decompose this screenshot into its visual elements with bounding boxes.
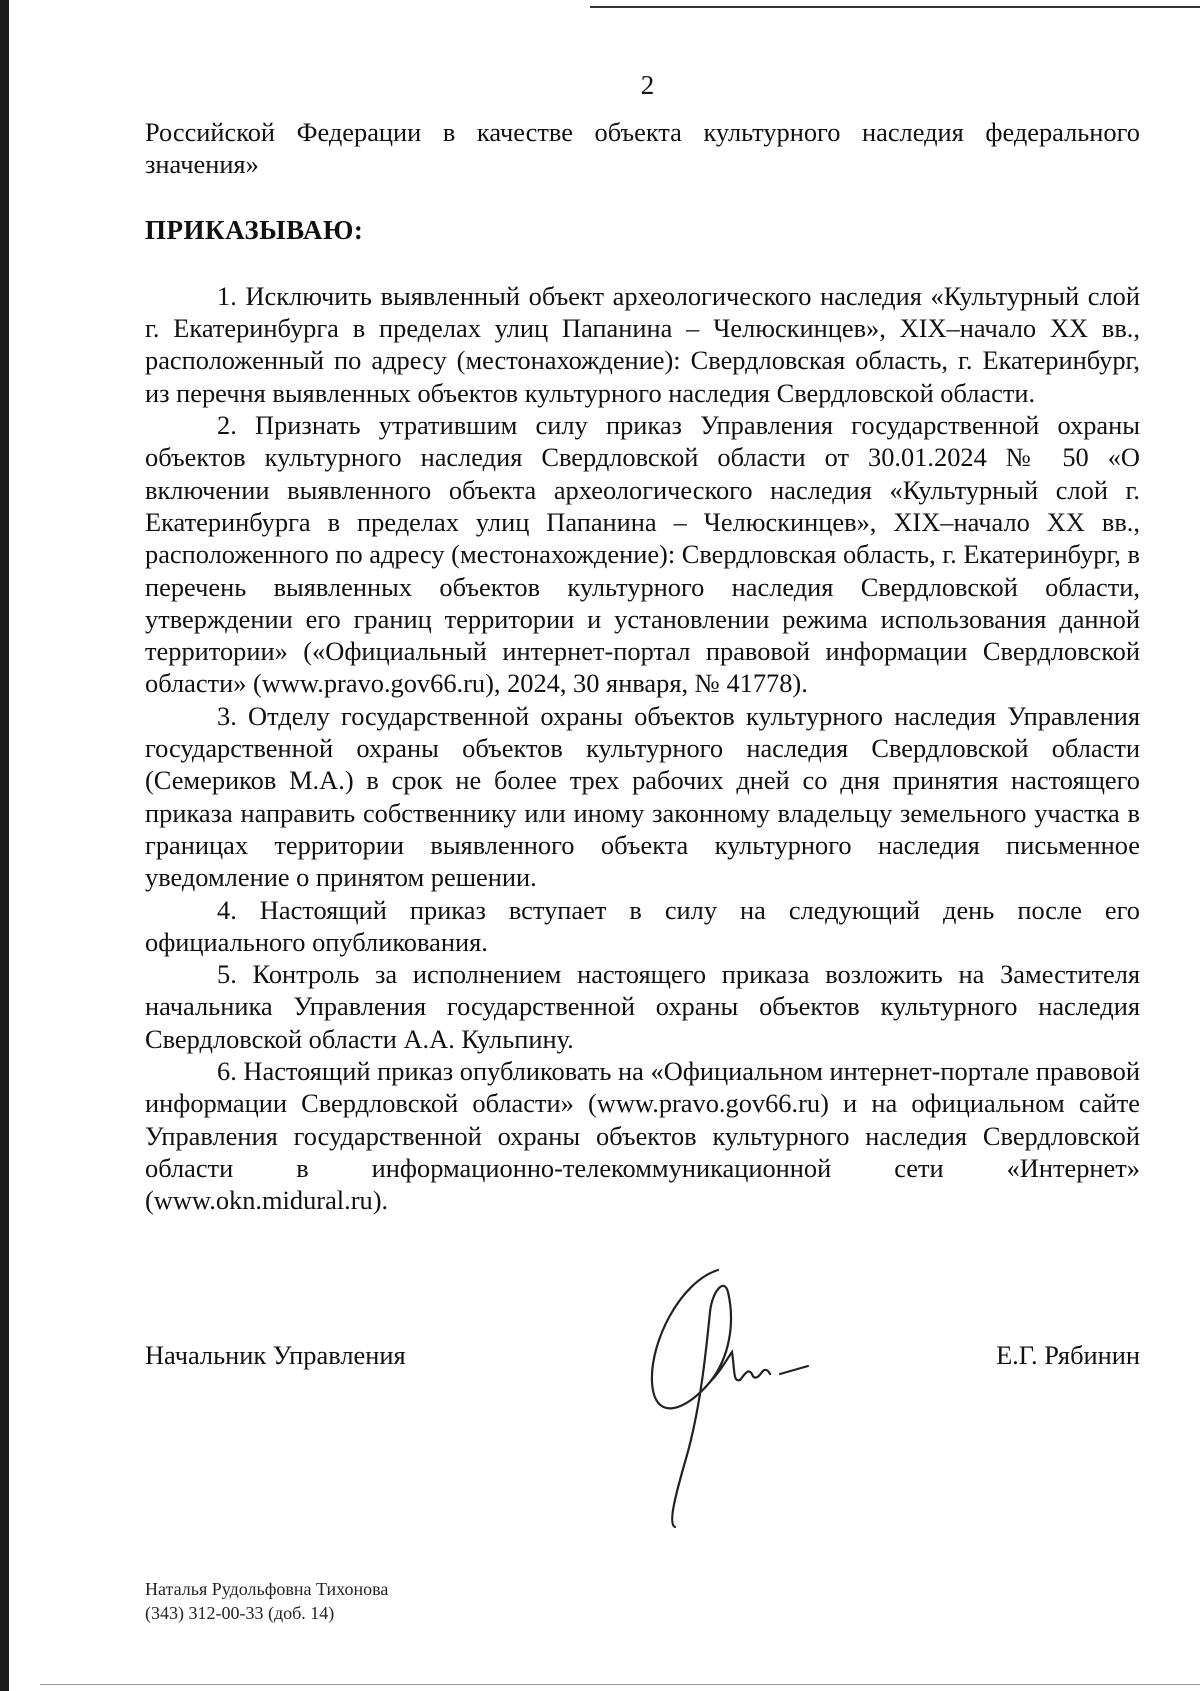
page-number: 2 (640, 70, 655, 100)
document-body (145, 116, 1140, 1217)
order-item-1: 1. Исключить выявленный объект археологического наследия «Культурный слой г. Екатеринбурга в пределах улиц Папанина – Челюскинцев», XIX–начало XX вв., расположенный по адресу (местонахождение): Свердловская область, г. Екатеринбург, из перечня выявленных объектов культурного наследия Свердловской области. (145, 280, 1140, 408)
scan-line-bottom (40, 1684, 1200, 1685)
scan-line-top (590, 6, 1200, 8)
order-item-6: 6. Настоящий приказ опубликовать на «Официальном интернет-портале правовой информации Свердловской области» (www.pravo.gov66.ru) и на официальном сайте Управления государственной охраны объектов культурного наследия Свердловской области в информационно-телекоммуникационной сети «Интернет» (www.okn.midural.ru). (145, 1056, 1140, 1216)
order-heading: ПРИКАЗЫВАЮ: (145, 214, 364, 245)
order-item-4: 4. Настоящий приказ вступает в силу на следующий день после его официального опубликования. (145, 894, 1140, 957)
contact-block (145, 1577, 388, 1625)
order-item-3: 3. Отделу государственной охраны объектов культурного наследия Управления государственной охраны объектов культурного наследия Свердловской области (Семериков М.А.) в срок не более трех рабочих дней со дня принятия настоящего приказа направить собственнику или иному законному владельцу земельного участка в границах территории выявленного объекта культурного наследия письменное уведомление о принятом решении. (145, 700, 1140, 893)
contact-phone: (343) 312-00-33 (доб. 14) (145, 1603, 335, 1623)
order-item-5: 5. Контроль за исполнением настоящего приказа возложить на Заместителя начальника Управления государственной охраны объектов культурного наследия Свердловской области А.А. Кульпину. (145, 959, 1140, 1054)
contact-name: Наталья Рудольфовна Тихонова (145, 1579, 389, 1599)
order-item-2: 2. Признать утратившим силу приказ Управления государственной охраны объектов культурного наследия Свердловской области от 30.01.2024 № 50 «О включении выявленного объекта археологического наследия «Культурный слой г. Екатеринбурга в пределах улиц Папанина – Челюскинцев», XIX–начало XX вв., расположенного по адресу (местонахождение): Свердловская область, г. Екатеринбург, в перечень выявленных объектов культурного наследия Свердловской области, утверждении его границ территории и установлении режима использования данной территории» («Официальный интернет-портал правовой информации Свердловской области» (www.pravo.gov66.ru), 2024, 30 января, № 41778). (145, 410, 1140, 699)
signer-name: Е.Г. Рябинин (996, 1340, 1140, 1370)
intro-paragraph: Российской Федерации в качестве объекта культурного наследия федерального значения» (145, 117, 1140, 180)
handwritten-signature (640, 1262, 850, 1532)
scan-edge (0, 0, 9, 1691)
signer-position: Начальник Управления (145, 1340, 406, 1370)
